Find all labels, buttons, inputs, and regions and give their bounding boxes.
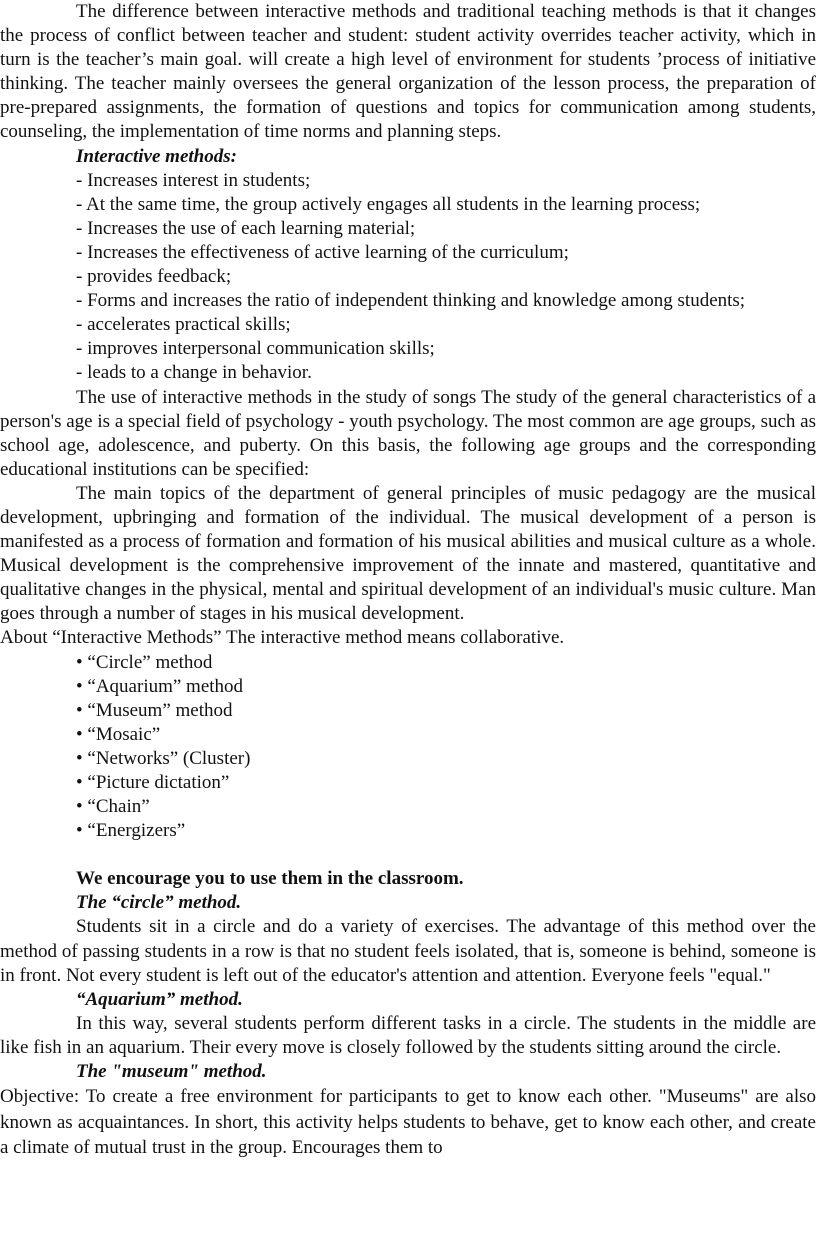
list-item: • “Mosaic” bbox=[76, 723, 161, 745]
methods-bullet-list bbox=[0, 651, 816, 844]
list-item: - accelerates practical skills; bbox=[76, 314, 291, 336]
list-item: • “Networks” (Cluster) bbox=[76, 747, 251, 769]
list-item: - Increases the use of each learning material; bbox=[76, 217, 416, 239]
aquarium-method-heading: “Aquarium” method. bbox=[76, 988, 243, 1010]
about-interactive-methods: About “Interactive Methods” The interactive method means collaborative. bbox=[0, 627, 565, 649]
museum-method-heading: The "museum" method. bbox=[76, 1061, 267, 1083]
list-item: - leads to a change in behavior. bbox=[76, 362, 312, 384]
topics-paragraph: The main topics of the department of general principles of music pedagogy are the musical development, upbringing and formation of the individual. The musical development of a person is manifested as a process of formation and formation of his musical abilities and musical culture as a whole. Musical development is the comprehensive improvement of the innate and mastered, quantitative and qualitative changes in the physical, mental and spiritual development of an individual's music culture. Man goes through a number of stages in his musical development. bbox=[0, 482, 816, 625]
encourage-heading: We encourage you to use them in the classroom. bbox=[76, 868, 464, 890]
list-item: • “Circle” method bbox=[76, 651, 213, 673]
aquarium-method-text: In this way, several students perform different tasks in a circle. The students in the middle are like fish in an aquarium. Their every move is closely followed by the students sitting around the circle. bbox=[0, 1012, 816, 1058]
blank-line bbox=[0, 843, 816, 867]
list-item: - improves interpersonal communication skills; bbox=[76, 338, 435, 360]
interactive-methods-heading: Interactive methods: bbox=[76, 145, 237, 167]
list-item: • “Aquarium” method bbox=[76, 675, 244, 697]
list-item: - Increases the effectiveness of active learning of the curriculum; bbox=[76, 241, 569, 263]
circle-method-text: Students sit in a circle and do a variety of exercises. The advantage of this method over the method of passing students in a row is that no student feels isolated, that is, someone is behind, someone is in front. Not every student is left out of the educator's attention and attention. Everyone feels "equal." bbox=[0, 916, 816, 986]
interactive-benefits-list bbox=[0, 169, 816, 386]
list-item: • “Chain” bbox=[76, 796, 150, 818]
list-item: - provides feedback; bbox=[76, 266, 232, 288]
list-item: • “Energizers” bbox=[76, 820, 186, 842]
list-item: - Forms and increases the ratio of independent thinking and knowledge among students; bbox=[76, 290, 746, 312]
circle-method-heading: The “circle” method. bbox=[76, 892, 242, 914]
list-item: • “Picture dictation” bbox=[76, 772, 230, 793]
list-item: • “Museum” method bbox=[76, 699, 233, 721]
museum-method-text: Objective: To create a free environment for participants to get to know each other. "Museums" are also known as acquaintances. In short, this activity helps students to behave, get to know each other, and create a climate of mutual trust in the group. Encourages them to bbox=[0, 1086, 816, 1159]
intro-paragraph: The difference between interactive methods and traditional teaching methods is that it changes the process of conflict between teacher and student: student activity overrides teacher activity, which in turn is the teacher’s main goal. will create a high level of environment for students ’process of initiative thinking. The teacher mainly oversees the general organization of the lesson process, the preparation of pre-prepared assignments, the formation of questions and topics for communication among students, counseling, the implementation of time norms and planning steps. bbox=[0, 1, 816, 143]
list-item: - At the same time, the group actively engages all students in the learning process; bbox=[76, 193, 701, 215]
list-item: - Increases interest in students; bbox=[76, 169, 311, 191]
songs-paragraph: The use of interactive methods in the study of songs The study of the general characteristics of a person's age is a special field of psychology - youth psychology. The most common are age groups, such as school age, adolescence, and puberty. On this basis, the following age groups and the corresponding educational institutions can be specified: bbox=[0, 386, 816, 480]
